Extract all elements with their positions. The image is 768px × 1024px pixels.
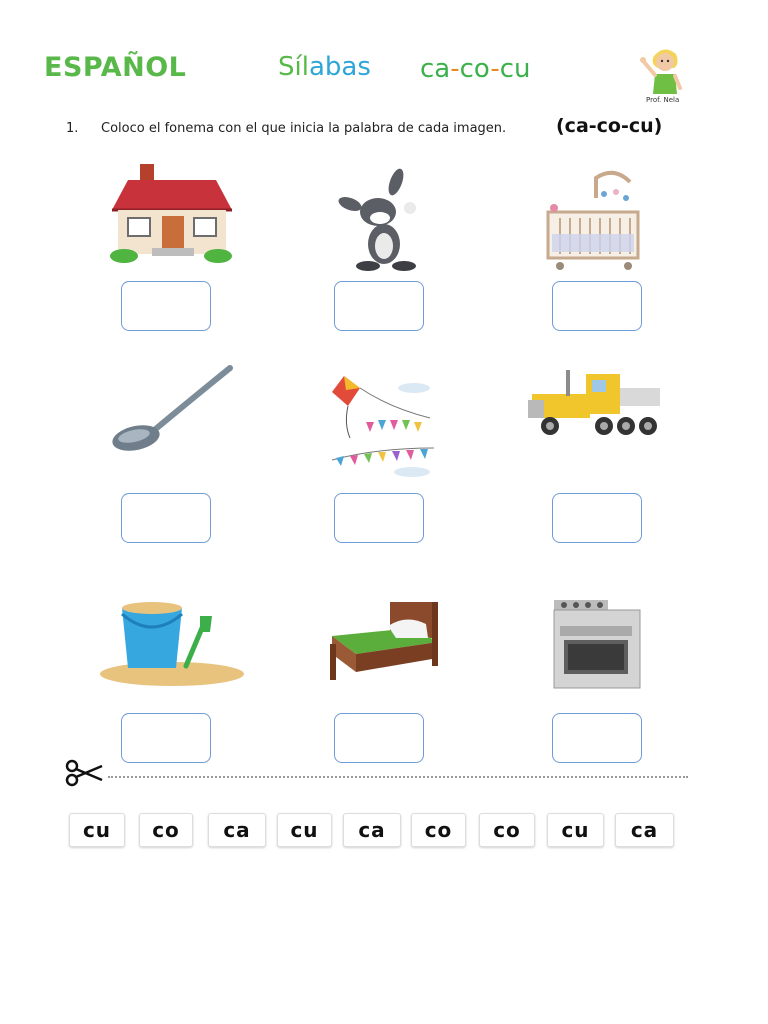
syllable-card-co[interactable]: co — [139, 813, 193, 847]
topic-title — [278, 52, 371, 82]
answer-box-rabbit[interactable] — [334, 281, 424, 331]
dash: - — [450, 54, 460, 84]
rabbit-image — [338, 168, 430, 272]
syllable-card-ca[interactable]: ca — [615, 813, 674, 847]
instruction-number: 1. — [66, 121, 79, 136]
instruction-syllables: (ca-co-cu) — [556, 115, 663, 137]
answer-box-bucket[interactable] — [121, 713, 211, 763]
answer-box-kite[interactable] — [334, 493, 424, 543]
teacher-caption: Prof. Nela — [646, 96, 680, 104]
syllables-title — [420, 54, 530, 84]
bed-image — [326, 598, 442, 686]
syllable-card-ca[interactable]: ca — [208, 813, 266, 847]
house-image — [108, 162, 236, 264]
kite-image — [326, 368, 436, 482]
syllable-card-co[interactable]: co — [411, 813, 466, 847]
syllable-cu: cu — [499, 54, 531, 84]
answer-box-house[interactable] — [121, 281, 211, 331]
answer-box-crib[interactable] — [552, 281, 642, 331]
scissors-icon — [64, 758, 104, 788]
spoon-image — [108, 362, 238, 454]
answer-box-spoon[interactable] — [121, 493, 211, 543]
answer-box-bed[interactable] — [334, 713, 424, 763]
subject-title: ESPAÑOL — [44, 52, 187, 83]
crib-image — [544, 168, 644, 272]
truck-image — [526, 366, 664, 440]
syllable-card-cu[interactable]: cu — [69, 813, 125, 847]
topic-part1: Síl — [278, 52, 309, 82]
stove-image — [552, 598, 644, 692]
syllable-card-cu[interactable]: cu — [277, 813, 332, 847]
bucket-image — [100, 600, 246, 688]
cut-line — [108, 776, 688, 778]
answer-box-stove[interactable] — [552, 713, 642, 763]
instruction-text: Coloco el fonema con el que inicia la palabra de cada imagen. — [101, 121, 507, 136]
syllable-co: co — [459, 54, 491, 84]
syllable-ca: ca — [420, 54, 451, 84]
topic-part2: abas — [308, 52, 371, 82]
syllable-card-ca[interactable]: ca — [343, 813, 401, 847]
dash: - — [490, 54, 500, 84]
syllable-card-co[interactable]: co — [479, 813, 535, 847]
syllable-card-cu[interactable]: cu — [547, 813, 604, 847]
answer-box-truck[interactable] — [552, 493, 642, 543]
